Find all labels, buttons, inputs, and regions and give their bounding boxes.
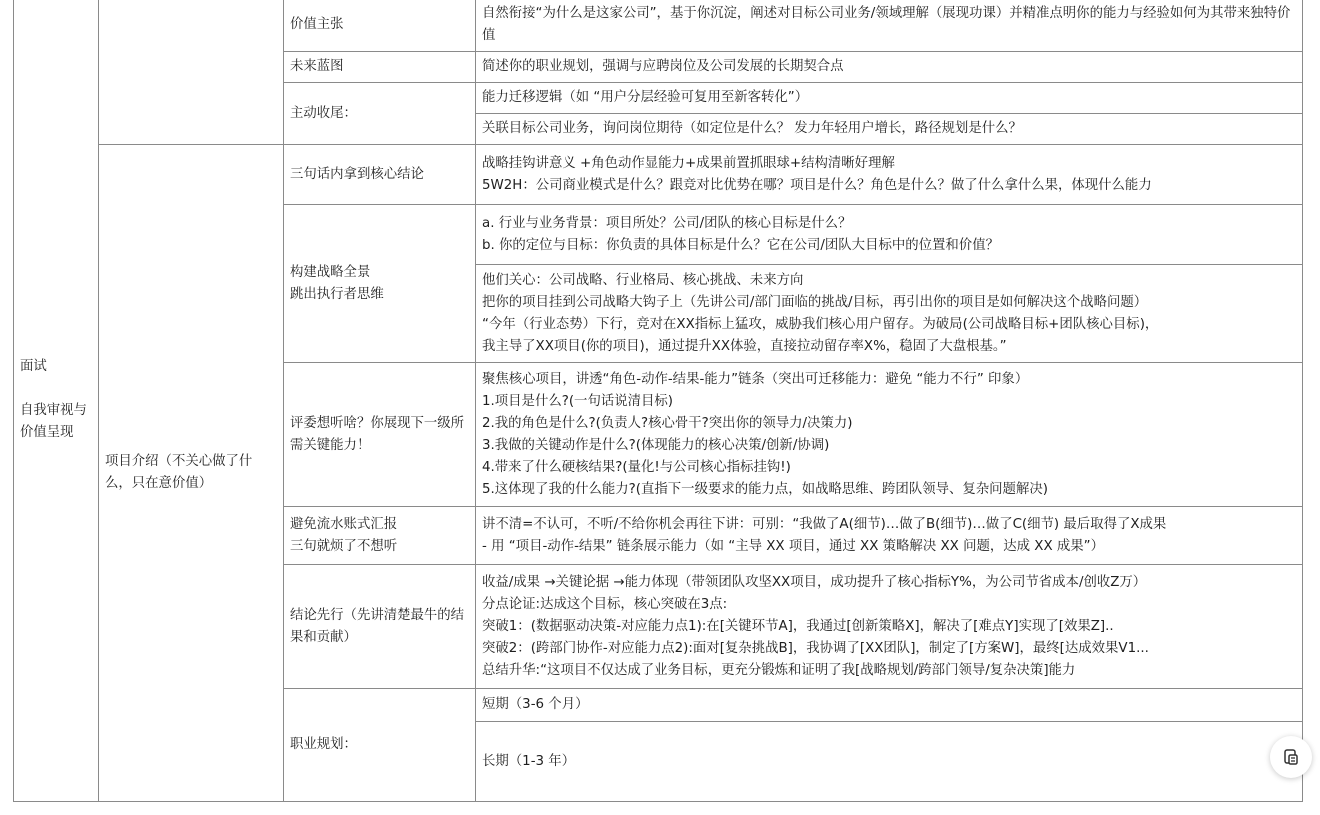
row-label: 主动收尾： xyxy=(284,83,476,145)
content-line: 他们关心：公司战略、行业格局、核心挑战、未来方向 xyxy=(482,272,804,288)
content-line: - 用 “项目-动作-结果” 链条展示能力（如 “主导 XX 项目，通过 XX 策略解决 XX 问题，达成 XX 成果”） xyxy=(482,538,1104,554)
row-label xyxy=(284,507,476,565)
row-content xyxy=(476,52,1303,83)
row-label: 结论先行（先讲清楚最牛的结果和贡献） xyxy=(284,565,476,689)
content-line: a. 行业与业务背景：项目所处？公司/团队的核心目标是什么？ xyxy=(482,215,852,231)
content-line: 5.这体现了我的什么能力?(直指下一级要求的能力点，如战略思维、跨团队领导、复杂问题解决) xyxy=(482,481,1048,497)
content-line: 我主导了XX项目(你的项目)，通过提升XX体验，直接拉动留存率X%，稳固了大盘根基。” xyxy=(482,338,1007,354)
content-line: 简述你的职业规划，强调与应聘岗位及公司发展的长期契合点 xyxy=(482,59,844,74)
row-content xyxy=(476,83,1303,114)
content-line: 2.我的角色是什么?(负责人?核心骨干?突出你的领导力/决策力) xyxy=(482,415,853,431)
content-line: 收益/成果 →关键论据 →能力体现（带领团队攻坚XX项目，成功提升了核心指标Y%，为公司节省成本/创收Z万） xyxy=(482,574,1147,590)
section-subtitle: 自我审视与价值呈现 xyxy=(20,403,87,440)
content-line: b. 你的定位与目标：你负责的具体目标是什么？它在公司/团队大目标中的位置和价值？ xyxy=(482,237,999,253)
content-line: 自然衔接“为什么是这家公司”，基于你沉淀，阐述对目标公司业务/领域理解（展现功课）并精准点明你的能力与经验如何为其带来独特价值 xyxy=(482,6,1291,43)
group-cell-career: 职业规划： xyxy=(284,689,476,802)
row-content xyxy=(476,565,1303,689)
table-row xyxy=(14,145,1303,205)
content-line: 突破2：(跨部门协作-对应能力点2):面对[复杂挑战B]，我协调了[XX团队]，制定了[方案W]，最终[达成效果V1... xyxy=(482,640,1149,656)
copy-button[interactable] xyxy=(1270,736,1312,778)
row-label: 三句话内拿到核心结论 xyxy=(284,145,476,205)
section-title: 面试 xyxy=(20,359,47,374)
row-content xyxy=(476,507,1303,565)
interview-table xyxy=(13,0,1303,802)
content-line: 4.带来了什么硬核结果?(量化!与公司核心指标挂钩!) xyxy=(482,459,791,475)
row-label xyxy=(284,205,476,363)
content-line: 能力迁移逻辑（如 “用户分层经验可复用至新客转化”） xyxy=(482,90,809,105)
content-line: 突破1：(数据驱动决策-对应能力点1):在[关键环节A]，我通过[创新策略X]，解决了[难点Y]实现了[效果Z].. xyxy=(482,618,1114,634)
row-label-line: 构建战略全景 xyxy=(290,264,371,280)
row-label-line: 避免流水账式汇报 xyxy=(290,516,398,532)
row-label: 未来蓝图 xyxy=(284,52,476,83)
content-line: “今年（行业态势）下行，竞对在XX指标上猛攻，威胁我们核心用户留存。为破局(公司战略目标+团队核心目标)， xyxy=(482,316,1159,332)
copy-icon xyxy=(1282,748,1300,766)
row-content xyxy=(476,114,1303,145)
empty-group-cell xyxy=(99,0,284,145)
content-line: 关联目标公司业务，询问岗位期待（如定位是什么？ 发力年轻用户增长，路径规划是什么？ xyxy=(482,121,1022,136)
content-line: 战略挂钩讲意义 +角色动作显能力+成果前置抓眼球+结构清晰好理解 xyxy=(482,155,895,171)
row-label-line: 跳出执行者思维 xyxy=(290,286,384,302)
row-label-line: 三句就烦了不想听 xyxy=(290,538,398,554)
row-content xyxy=(476,265,1303,363)
row-label: 长期（1-3 年） xyxy=(476,722,1303,802)
group-cell-project-intro: 项目介绍（不关心做了什么，只在意价值） xyxy=(99,145,284,802)
content-line: 聚焦核心项目，讲透“角色-动作-结果-能力”链条（突出可迁移能力：避免 “能力不行” 印象） xyxy=(482,371,1029,387)
content-line: 把你的项目挂到公司战略大钩子上（先讲公司/部门面临的挑战/目标，再引出你的项目是如何解决这个战略问题） xyxy=(482,294,1148,310)
content-line: 5W2H：公司商业模式是什么？跟竞对比优势在哪？项目是什么？角色是什么？做了什么拿什么果，体现什么能力 xyxy=(482,177,1152,193)
content-line: 3.我做的关键动作是什么?(体现能力的核心决策/创新/协调) xyxy=(482,437,830,453)
content-line: 总结升华:“这项目不仅达成了业务目标，更充分锻炼和证明了我[战略规划/跨部门领导/复杂决策]能力 xyxy=(482,662,1076,678)
content-line: 分点论证:达成这个目标，核心突破在3点: xyxy=(482,596,728,612)
content-line: 1.项目是什么?(一句话说清目标) xyxy=(482,393,674,409)
row-label: 评委想听啥？你展现下一级所需关键能力！ xyxy=(284,363,476,507)
row-content xyxy=(476,205,1303,265)
row-content xyxy=(476,363,1303,507)
row-content xyxy=(476,0,1303,52)
content-line: 讲不清=不认可，不听/不给你机会再往下讲：可别：“我做了A(细节)…做了B(细节)…做了C(细节) 最后取得了X成果 xyxy=(482,516,1167,532)
row-label: 价值主张 xyxy=(284,0,476,52)
section-cell xyxy=(14,0,99,802)
table-row xyxy=(14,0,1303,52)
row-label: 短期（3-6 个月） xyxy=(476,689,1303,722)
row-content xyxy=(476,145,1303,205)
